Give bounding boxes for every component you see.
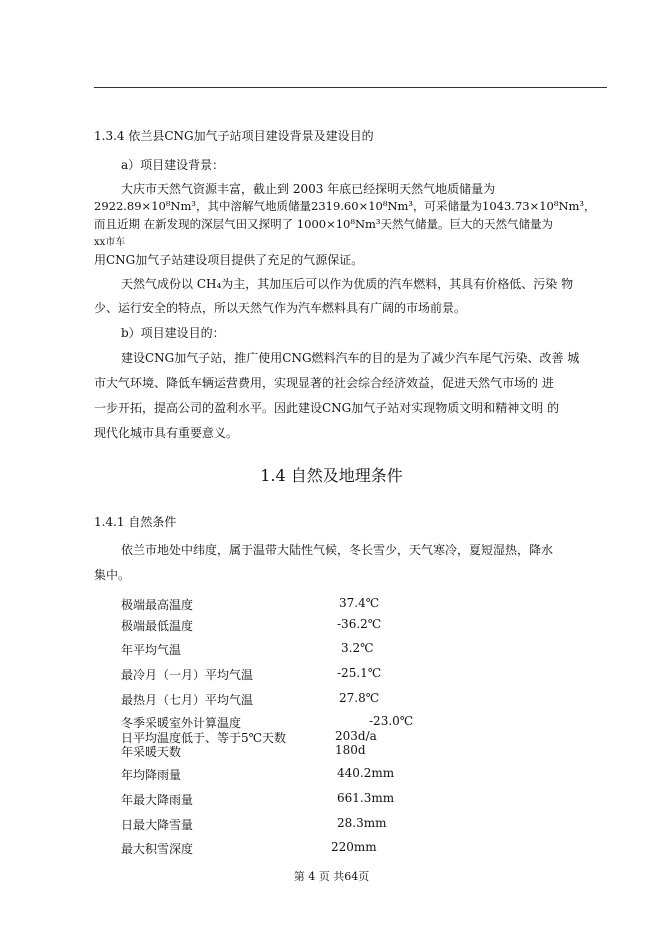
section-1-4-heading: 1.4 自然及地理条件	[260, 466, 403, 485]
paragraph-1-line-1: 大庆市天然气资源丰富，截止到 2003 年底已经探明天然气地质储量为	[121, 182, 496, 196]
paragraph-1-line-2: 2922.89×10⁸Nm³，其中溶解气地质储量2319.60×10⁸Nm³，可采储量为1043.73×10⁸Nm³，	[94, 199, 596, 213]
section-1-3-4-heading: 1.3.4 依兰县CNG加气子站项目建设背景及建设目的	[94, 129, 374, 143]
climate-paragraph-line-1: 依兰市地处中纬度，属于温带大陆性气候，冬长雪少，天气寒冷，夏短湿热，降水	[121, 543, 554, 557]
paragraph-2-line-2: 少、运行安全的特点，所以天然气作为汽车燃料具有广阔的市场前景。	[94, 301, 467, 315]
climate-value: 220mm	[331, 840, 377, 854]
climate-label: 极端最高温度	[121, 598, 194, 612]
climate-value: -36.2℃	[337, 617, 382, 631]
climate-value: 203d/a	[335, 729, 377, 743]
climate-value: 37.4℃	[339, 596, 380, 610]
climate-value: 440.2mm	[337, 766, 395, 780]
climate-label: 最热月（七月）平均气温	[121, 693, 254, 707]
climate-paragraph-line-2: 集中。	[94, 568, 131, 582]
paragraph-1-line-3: 而且近期 在新发现的深层气田又探明了 1000×10⁸Nm³天然气储量。巨大的天然气储量为	[94, 217, 554, 231]
climate-value: 661.3mm	[337, 791, 395, 805]
climate-label: 最大积雪深度	[121, 842, 194, 856]
climate-label: 冬季采暖室外计算温度	[121, 716, 242, 730]
header-rule	[94, 87, 607, 88]
climate-label: 日最大降雪量	[121, 818, 194, 832]
climate-label: 极端最低温度	[121, 619, 194, 633]
paragraph-3-line-4: 现代化城市具有重要意义。	[94, 426, 239, 440]
climate-value: 180d	[335, 743, 366, 757]
paragraph-2-line-1: 天然气成份以 CH₄为主，其加压后可以作为优质的汽车燃料，其具有价格低、污染 物	[121, 277, 574, 291]
climate-value: 3.2℃	[341, 641, 374, 655]
climate-value: 28.3mm	[337, 816, 387, 830]
climate-label: 日平均温度低于、等于5℃天数	[121, 731, 287, 745]
climate-value: -25.1℃	[337, 666, 382, 680]
subheading-b: b）项目建设目的：	[121, 326, 225, 340]
paragraph-1-line-5: 用CNG加气子站建设项目提供了充足的气源保证。	[94, 253, 364, 267]
climate-label: 年最大降雨量	[121, 793, 194, 807]
section-1-4-1-heading: 1.4.1 自然条件	[94, 515, 177, 529]
subheading-a: a）项目建设背景：	[121, 158, 225, 172]
paragraph-3-line-3: 一步开拓，提高公司的盈利水平。因此建设CNG加气子站对实现物质文明和精神文明 的	[94, 401, 560, 415]
paragraph-1-line-4: xx市车	[94, 237, 126, 248]
climate-label: 年均降雨量	[121, 768, 182, 782]
paragraph-3-line-1: 建设CNG加气子站，推广使用CNG燃料汽车的目的是为了减少汽车尾气污染、改善 城	[121, 351, 580, 365]
climate-value: -23.0℃	[369, 714, 414, 728]
climate-value: 27.8℃	[339, 691, 380, 705]
paragraph-3-line-2: 市大气环境、降低车辆运营费用，实现显著的社会综合经济效益，促进天然气市场的 进	[94, 376, 554, 390]
climate-label: 年采暖天数	[121, 745, 182, 759]
climate-label: 最冷月（一月）平均气温	[121, 668, 254, 682]
climate-label: 年平均气温	[121, 643, 182, 657]
page-footer: 第 4 页 共64页	[293, 870, 370, 883]
